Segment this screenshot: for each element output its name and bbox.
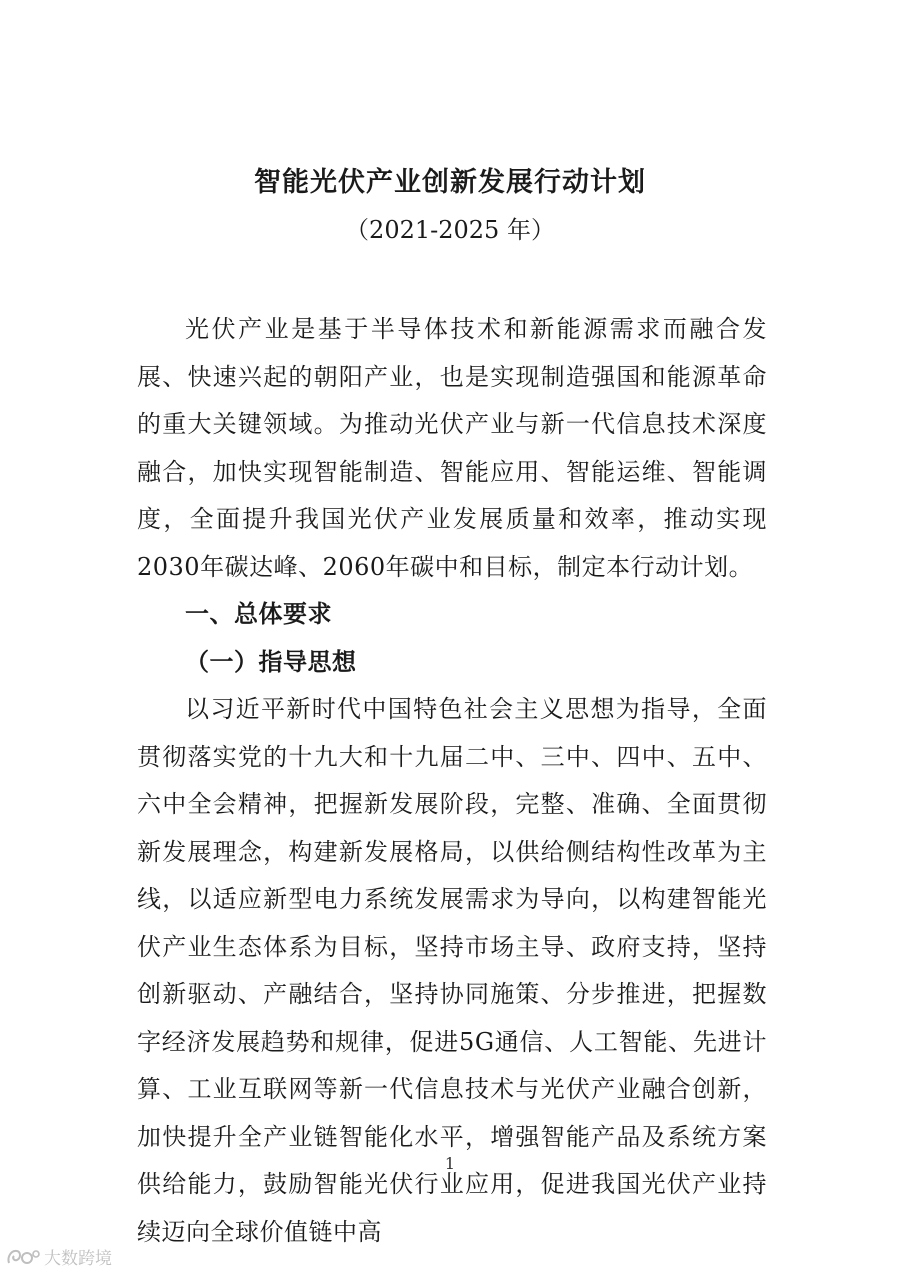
- document-body: [137, 306, 767, 1256]
- watermark-text: 大数跨境: [44, 1249, 112, 1269]
- section-heading: 一、总体要求: [185, 600, 332, 628]
- document-title: 智能光伏产业创新发展行动计划: [254, 167, 646, 198]
- document-subtitle: （2021-2025 年）: [345, 216, 555, 244]
- guiding-paragraph: 以习近平新时代中国特色社会主义思想为指导，全面贯彻落实党的十九大和十九届二中、三中、四中、五中、六中全会精神，把握新发展阶段，完整、准确、全面贯彻新发展理念，构建新发展格局，以供给侧结构性改革为主线，以适应新型电力系统发展需求为导向，以构建智能光伏产业生态体系为目标，坚持市场主导、政府支持，坚持创新驱动、产融结合，坚持协同施策、分步推进，把握数字经济发展趋势和规律，促进5G通信、人工智能、先进计算、工业互联网等新一代信息技术与光伏产业融合创新，加快提升全产业链智能化水平，增强智能产品及系统方案供给能力，鼓励智能光伏行业应用，促进我国光伏产业持续迈向全球价值链中高: [137, 695, 767, 1246]
- watermark: [6, 1244, 112, 1269]
- intro-paragraph: 光伏产业是基于半导体技术和新能源需求而融合发展、快速兴起的朝阳产业，也是实现制造强国和能源革命的重大关键领域。为推动光伏产业与新一代信息技术深度融合，加快实现智能制造、智能应用、智能运维、智能调度，全面提升我国光伏产业发展质量和效率，推动实现2030年碳达峰、2060年碳中和目标，制定本行动计划。: [137, 315, 767, 581]
- logo-mark-icon: [6, 1248, 40, 1266]
- page-number: 1: [444, 1154, 456, 1173]
- subsection-heading: （一）指导思想: [185, 647, 357, 676]
